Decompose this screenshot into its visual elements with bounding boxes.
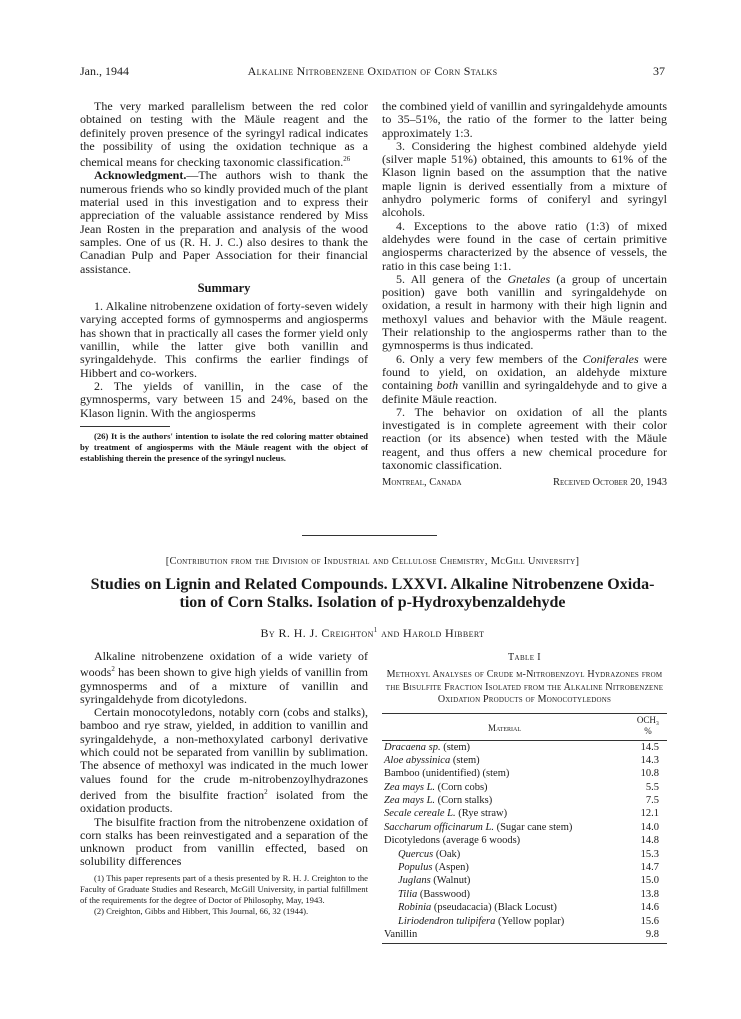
table-row (382, 861, 667, 874)
byline: By R. H. J. Creighton$^1$ and Harold Hibbert (260, 626, 485, 640)
table-caption: Methoxyl Analyses of Crude m-Nitrobenzoyl Hydrazones from the Bisulfite Fraction Isolated from the Alkaline Nitrobenzene Oxidation Products of Monocotyledons (385, 669, 664, 705)
running-title: Alkaline Nitrobenzene Oxidation of Corn Stalks (247, 64, 498, 78)
material-cell: Liriodendron tulipifera (Yellow poplar) (398, 915, 565, 927)
table-row (382, 741, 667, 754)
table-row (382, 794, 667, 807)
summary-item-7: 7. The behavior on oxidation of all the plants investigated is in complete agreement with their color reaction (or its absence) when tested with the Mäule reagent, and thus offers a new chemical procedure for taxonomic classification. (382, 404, 667, 473)
och3-value-cell: 14.8 (640, 835, 659, 847)
table-body (382, 741, 667, 942)
material-cell: Zea mays L. (Corn stalks) (384, 795, 493, 807)
material-cell: Populus (Aspen) (398, 862, 469, 874)
table-row (382, 901, 667, 914)
table-row (382, 848, 667, 861)
issue-date: Jan., 1944 (80, 64, 129, 78)
acknowledgment: Acknowledgment.—The authors wish to thank the numerous friends who so kindly provided much of the plant material used in this investigation and to express their appreciation of the valuable assistance rendered by Miss Jean Rosten in the preparation and analysis of the wood samples. One of us (R. H. J. C.) also desires to thank the Canadian Pulp and Paper Association for their financial assistance. (80, 168, 368, 276)
article-title (80, 576, 665, 612)
running-head (80, 64, 665, 80)
material-cell: Quercus (Oak) (398, 848, 461, 860)
page-number: 37 (653, 64, 665, 78)
material-cell: Zea mays L. (Corn cobs) (384, 781, 488, 793)
paragraph: The very marked parallelism between the red color obtained on testing with the Mäule reagent and the definitely proven presence of the syringyl radical indicates the possibility of using the oxidation technique as a chemical means for checking taxonomic classification.$^{26}$ (80, 99, 368, 170)
material-cell: Aloe abyssinica (stem) (384, 754, 480, 766)
signoff-received: Received October 20, 1943 (552, 477, 667, 489)
article-title-line-1: Studies on Lignin and Related Compounds. LXXVI. Alkaline Nitrobenzene Oxida- (90, 576, 655, 593)
intro-paragraph-2: Certain monocotyledons, notably corn (cobs and stalks), bamboo and rye straw, yielded, in addition to vanillin and syringaldehyde, a non-methoxylated carbonyl derivative which could not be separated from vanillin by sublimation. The absence of methoxyl was indicated in the much lower values found for the crude m-nitrobenzoylhydrazones derived from the bisulfite fraction$^2$ isolated from the oxidation products. (80, 705, 369, 816)
och3-value-cell: 15.6 (640, 915, 659, 927)
table-1 (382, 652, 667, 944)
summary-item-3: 3. Considering the highest combined aldehyde yield (silver maple 51%) obtained, this amounts to 61% of the Klason lignin based on the assumption that the native maple lignin is derived essentially from a mixture of anhydro polymeric forms of coniferyl and syringyl alcohols. (382, 138, 667, 220)
och3-value-cell: 12.1 (640, 808, 659, 820)
footnote-2: (2) Creighton, Gibbs and Hibbert, This Journal, 66, 32 (1944). (94, 905, 309, 916)
right-column-top (382, 100, 667, 490)
intro-paragraph-3: The bisulfite fraction from the nitrobenzene oxidation of corn stalks has been reinvestigated and a separation of the unknown product from vanillin effected, based on solubility differences (80, 814, 368, 869)
och3-value-cell: 9.8 (645, 928, 659, 940)
summary-heading: Summary (197, 280, 251, 295)
article-separator (302, 535, 437, 536)
table-row (382, 754, 667, 767)
material-cell: Juglans (Walnut) (398, 875, 471, 887)
footnote-1: (1) This paper represents part of a thesis presented by R. H. J. Creighton to the Faculty of Graduate Studies and Research, McGill University, in partial fulfillment of the requirements for the degree of Doctor of Philosophy, May, 1943. (80, 872, 368, 905)
summary-item-6: 6. Only a very few members of the Coniferales were found to yield, on oxidation, an aldehyde mixture containing both vanillin and syringaldehyde and to give a definite Mäule reaction. (382, 351, 668, 406)
och3-value-cell: 5.5 (645, 781, 659, 793)
summary-item-2: 2. The yields of vanillin, in the case of the gymnosperms, vary between 15 and 24%, based on the Klason lignin. With the angiosperms (80, 378, 368, 420)
material-cell: Secale cereale L. (Rye straw) (384, 808, 508, 820)
table-row (382, 915, 667, 928)
summary-continued: the combined yield of vanillin and syringaldehyde amounts to 35–51%, the ratio of the former to the latter being approximately 1:3. (382, 99, 667, 140)
och3-value-cell: 14.0 (640, 821, 659, 833)
table-row (382, 807, 667, 820)
och3-value-cell: 10.8 (640, 768, 659, 780)
table-bottom-rule (382, 943, 667, 944)
material-cell: Bamboo (unidentified) (stem) (384, 768, 510, 780)
column-header-och3: OCH₃ % (636, 714, 660, 736)
table-row (382, 821, 667, 834)
table-row (382, 767, 667, 780)
summary-item-4: 4. Exceptions to the above ratio (1:3) of mixed aldehydes were found in the case of certain primitive angiosperms characterized by the absence of vessels, the ratio in this case being 1:1. (382, 218, 667, 273)
left-column-bottom (80, 650, 368, 917)
och3-value-cell: 14.6 (640, 902, 659, 914)
table-row (382, 874, 667, 887)
och3-value-cell: 15.3 (640, 848, 659, 860)
och3-value-cell: 15.0 (640, 875, 659, 887)
left-column-top (80, 100, 368, 464)
signoff (382, 476, 667, 490)
och3-value-cell: 13.8 (640, 888, 659, 900)
signoff-place: Montreal, Canada (382, 477, 462, 489)
footnote-rule (80, 426, 170, 427)
table-row (382, 888, 667, 901)
table-label: Table I (507, 652, 541, 663)
table-row (382, 928, 667, 941)
article-title-line-2: tion of Corn Stalks. Isolation of p-Hydroxybenzaldehyde (179, 594, 566, 611)
material-cell: Tilia (Basswood) (398, 888, 471, 900)
column-header-material: Material (488, 722, 521, 733)
och3-value-cell: 7.5 (645, 795, 659, 807)
material-cell: Vanillin (384, 928, 418, 940)
material-cell: Dracaena sp. (stem) (384, 741, 471, 753)
material-cell: Robinia (pseudacacia) (Black Locust) (398, 902, 557, 914)
och3-value-cell: 14.5 (640, 741, 659, 753)
summary-item-5: 5. All genera of the Gnetales (a group of uncertain position) gave both vanillin and syringaldehyde on oxidation, a result in harmony with their high lignin and methoxyl values and behavior with the Mäule reagent. Their relationship to the angiosperms rather than to the gymnosperms is thus indicated. (382, 271, 667, 353)
table-row (382, 834, 667, 847)
summary-item-1: 1. Alkaline nitrobenzene oxidation of forty-seven widely varying accepted forms of gymnosperms and angiosperms has shown that in practically all cases the former yield only vanillin, while the latter give both vanillin and syringaldehyde. This confirms the earlier findings of Hibbert and co-workers. (80, 299, 368, 380)
material-cell: Saccharum officinarum L. (Sugar cane stem) (384, 821, 573, 833)
table-row (382, 781, 667, 794)
och3-value-cell: 14.7 (640, 862, 659, 874)
table-header (382, 713, 667, 741)
contribution-line: [Contribution from the Division of Industrial and Cellulose Chemistry, McGill University] (165, 556, 580, 567)
footnote-26: (26) It is the authors' intention to isolate the red coloring matter obtained by treatment of angiosperms with the Mäule reagent with the object of establishing therein the presence of the syringyl nucleus. (80, 430, 368, 463)
material-cell: Dicotyledons (average 6 woods) (384, 835, 521, 847)
intro-paragraph-1: Alkaline nitrobenzene oxidation of a wide variety of woods$^2$ has been shown to give high yields of vanillin from gymnosperms and of a mixture of vanillin and syringaldehyde from dicotyledons. (80, 649, 368, 706)
och3-value-cell: 14.3 (640, 754, 659, 766)
